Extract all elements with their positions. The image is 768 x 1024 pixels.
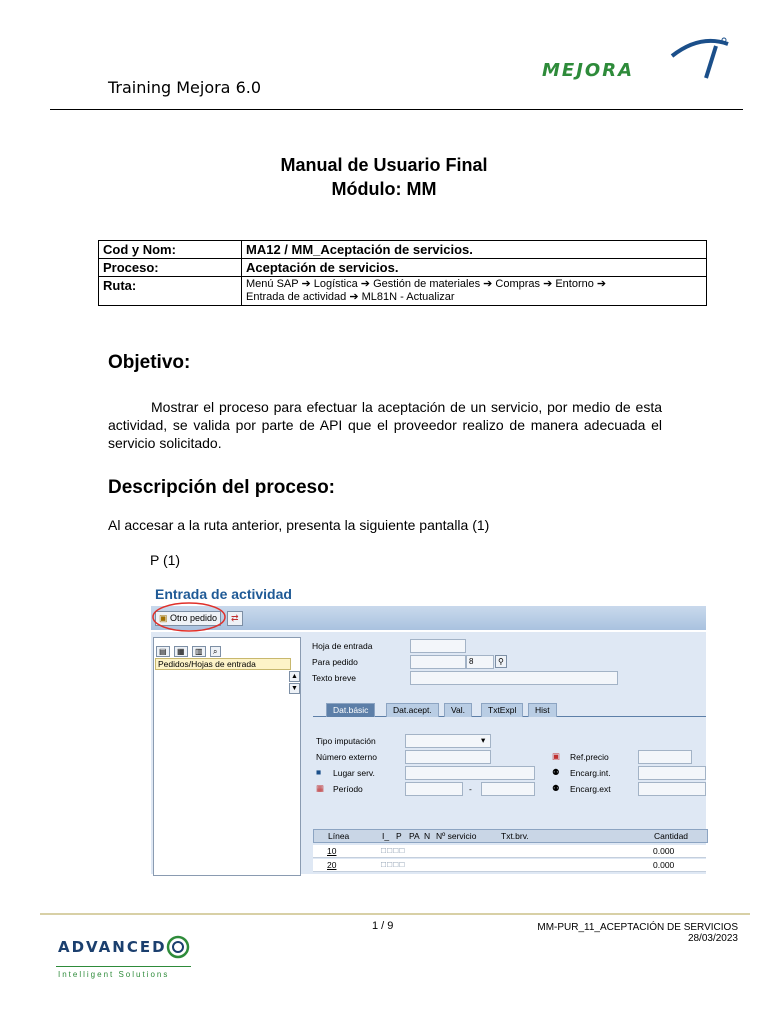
tree-list-icon[interactable]: ▥ [192,646,206,657]
logo-text: MEJORA [542,60,634,81]
row-cantidad[interactable]: 0.000 [653,860,675,870]
row-checkboxes[interactable]: □□□□ [381,845,406,855]
descripcion-heading: Descripción del proceso: [108,477,336,498]
otro-pedido-label: Otro pedido [170,613,218,623]
numero-externo-field[interactable] [405,750,491,764]
meta-key: Ruta: [99,277,242,306]
table-row [99,241,707,259]
calendar-icon: ▦ [316,783,325,793]
lugar-serv-icon: ■ [316,767,322,777]
tipo-imputacion-label: Tipo imputación [316,736,376,746]
meta-key: Proceso: [99,259,242,277]
sap-window-title: Entrada de actividad [155,586,292,602]
hoja-entrada-label: Hoja de entrada [312,641,373,651]
objetivo-text: Mostrar el proceso para efectuar la aceptación de un servicio, por medio de esta actividad, se valida por parte de API que el proveedor realizo de manera adecuada el servicio solicitado. [108,399,662,451]
col-n[interactable]: N [424,831,431,841]
advanced-underline [56,966,191,967]
route-line2: Entrada de actividad ➔ ML81N - Actualizar [246,291,455,303]
col-pa[interactable]: PA [409,831,420,841]
tab-dat-acept[interactable]: Dat.acept. [386,703,439,717]
advanced-logo-text: ADVANCED [58,938,167,956]
ref-precio-label: Ref.precio [570,752,609,762]
tab-val[interactable]: Val. [444,703,472,717]
switch-icon[interactable]: ⇄ [227,611,243,626]
doc-date: 28/03/2023 [687,933,738,944]
sap-toolbar [151,606,706,630]
advanced-tagline: Intelligent Solutions [58,970,170,979]
lugar-serv-label: Lugar serv. [333,768,375,778]
doc-code: MM-PUR_11_ACEPTACIÓN DE SERVICIOS [537,922,738,933]
periodo-to-field[interactable] [481,782,535,796]
lugar-serv-field[interactable] [405,766,535,780]
row-linea[interactable]: 10 [327,846,337,856]
row-linea[interactable]: 20 [327,860,337,870]
table-row [99,259,707,277]
route-line1: Menú SAP ➔ Logística ➔ Gestión de materiales ➔ Compras ➔ Entorno ➔ [246,278,607,290]
col-nservicio[interactable]: Nº servicio [436,831,477,841]
numero-externo-label: Número externo [316,752,377,762]
row-checkboxes[interactable]: □□□□ [381,859,406,869]
periodo-label: Período [333,784,363,794]
figure-label: P (1) [150,552,181,568]
col-txtbrv[interactable]: Txt.brv. [501,831,529,841]
dropdown-icon[interactable]: ▾ [481,735,486,745]
document-icon: ▣ [159,613,168,623]
tab-txtexpl[interactable]: TxtExpl [481,703,523,717]
periodo-sep: - [469,784,472,794]
descripcion-text: Al accesar a la ruta anterior, presenta la siguiente pantalla (1) [108,517,490,533]
table-row[interactable] [313,859,706,872]
ref-precio-field[interactable] [638,750,692,764]
encarg-int-field[interactable] [638,766,706,780]
periodo-from-field[interactable] [405,782,463,796]
encarg-int-label: Encarg.int. [570,768,611,778]
para-pedido-pos-field[interactable]: 8 [466,655,494,669]
para-pedido-label: Para pedido [312,657,358,667]
tree-expand-icon[interactable]: ▤ [156,646,170,657]
meta-table [98,240,707,306]
meta-value: Aceptación de servicios. [242,259,707,277]
table-row[interactable] [313,845,706,858]
texto-breve-field[interactable] [410,671,618,685]
encarg-ext-label: Encarg.ext [570,784,611,794]
meta-value: MA12 / MM_Aceptación de servicios. [242,241,707,259]
footer-divider [40,913,750,915]
row-cantidad[interactable]: 0.000 [653,846,675,856]
grid-header [313,829,708,843]
search-help-icon[interactable]: ⚲ [495,655,507,668]
scroll-down-icon[interactable]: ▼ [291,685,298,692]
tipo-imputacion-select[interactable] [405,734,491,748]
scroll-up-icon[interactable]: ▲ [291,673,298,680]
tree-find-icon[interactable]: ⌕ [210,646,220,657]
advanced-logo-icon [166,934,192,960]
texto-breve-label: Texto breve [312,673,356,683]
header-title: Training Mejora 6.0 [108,78,262,97]
col-p[interactable]: P [396,831,402,841]
tree-item[interactable]: Pedidos/Hojas de entrada [155,658,291,670]
encarg-int-icon: ⚉ [552,767,560,777]
table-row [99,277,707,306]
tab-hist[interactable]: Hist [528,703,557,717]
header-divider [50,109,743,110]
col-cantidad[interactable]: Cantidad [654,831,689,841]
tree-panel [153,637,301,876]
doc-title-line2: Módulo: MM [331,179,437,199]
highlight-circle [151,600,231,634]
ref-precio-icon: ▣ [552,751,561,761]
doc-title-line1: Manual de Usuario Final [280,155,488,175]
para-pedido-field[interactable] [410,655,466,669]
mejora-logo [540,34,730,82]
meta-value-route [242,277,707,306]
meta-key: Cod y Nom: [99,241,242,259]
tab-dat-basic[interactable]: Dat.básic [326,703,375,717]
hoja-entrada-field[interactable] [410,639,466,653]
col-linea[interactable]: Línea [328,831,350,841]
objetivo-heading: Objetivo: [108,352,191,373]
encarg-ext-icon: ⚉ [552,783,560,793]
tree-grid-icon[interactable]: ▦ [174,646,188,657]
col-i[interactable]: I_ [382,831,390,841]
tree-toolbar [156,641,221,659]
encarg-ext-field[interactable] [638,782,706,796]
page-number: 1 / 9 [372,920,394,932]
